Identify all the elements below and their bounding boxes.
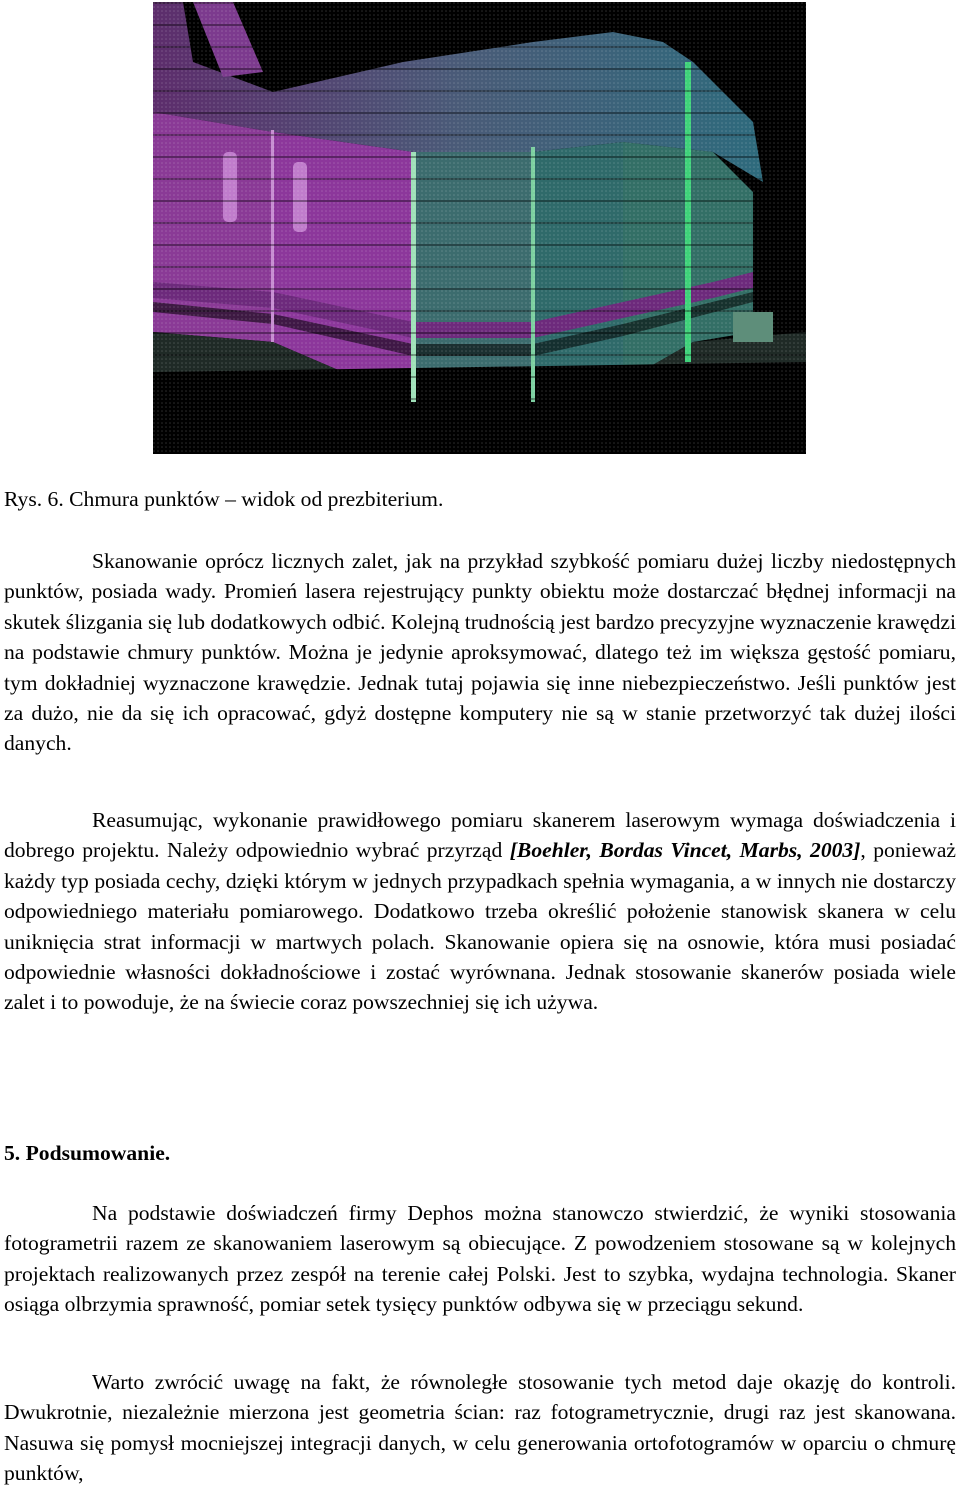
figure-caption: Rys. 6. Chmura punktów – widok od prezbiterium. bbox=[4, 487, 444, 511]
section-heading: 5. Podsumowanie. bbox=[4, 1141, 171, 1165]
point-cloud-figure bbox=[153, 2, 806, 454]
paragraph-control: Warto zwrócić uwagę na fakt, że równoległe stosowanie tych metod daje okazję do kontroli. Dwukrotnie, niezależnie mierzona jest geometria ścian: raz fotogrametrycznie, drugi raz jest skanowana. Nasuwa się pomysł mocniejszej integracji danych, w celu generowania ortofotogramów w oparciu o chmurę punktów, bbox=[4, 1370, 956, 1486]
paragraph-summary-scanning bbox=[4, 805, 956, 1018]
point-cloud-image bbox=[153, 2, 806, 454]
paragraph-text: , ponieważ każdy typ posiada cechy, dzięki którym w jednych przypadkach spełnia wymagania, a w innych nie dostarczy odpowiedniego materiału pomiarowego. Dodatkowo trzeba określić położenie stanowisk skanera w celu uniknięcia strat informacji w martwych polach. Skanowanie opiera się na osnowie, która musi posiadać odpowiednie własności dokładnościowe i zostać wyrównana. Jednak stosowanie skanerów posiada wiele zalet i to powoduje, że na świecie coraz powszechniej się ich używa. bbox=[4, 838, 956, 1015]
citation: [Boehler, Bordas Vincet, Marbs, 2003] bbox=[509, 838, 861, 863]
paragraph-scanning-drawbacks: Skanowanie oprócz licznych zalet, jak na przykład szybkość pomiaru dużej liczby niedostępnych punktów, posiada wady. Promień lasera rejestrujący punkty obiektu może dostarczać błędnej informacji na skutek ślizgania się lub dodatkowych odbić. Kolejną trudnością jest bardzo precyzyjne wyznaczenie krawędzi na podstawie chmury punktów. Można je jedynie aproksymować, dlatego też im większa gęstość pomiaru, tym dokładniej wyznaczone krawędzie. Jednak tutaj pojawia się inne niebezpieczeństwo. Jeśli punktów jest za dużo, nie da się ich opracować, gdyż dostępne komputery nie są w stanie przetworzyć tak dużej ilości danych. bbox=[4, 549, 956, 756]
paragraph-text: Reasumując, wykonanie prawidłowego pomiaru skanerem laserowym wymaga doświadczenia i dobrego projektu. Należy odpowiednio wybrać przyrząd bbox=[4, 808, 956, 863]
paragraph-conclusions: Na podstawie doświadczeń firmy Dephos można stanowczo stwierdzić, że wyniki stosowania fotogrametrii razem ze skanowaniem laserowym są obiecujące. Z powodzeniem stosowane są w kolejnych projektach realizowanych przez zespół na terenie całej Polski. Jest to szybka, wydajna technologia. Skaner osiąga olbrzymia sprawność, pomiar setek tysięcy punktów odbywa się w przeciągu sekund. bbox=[4, 1201, 956, 1317]
